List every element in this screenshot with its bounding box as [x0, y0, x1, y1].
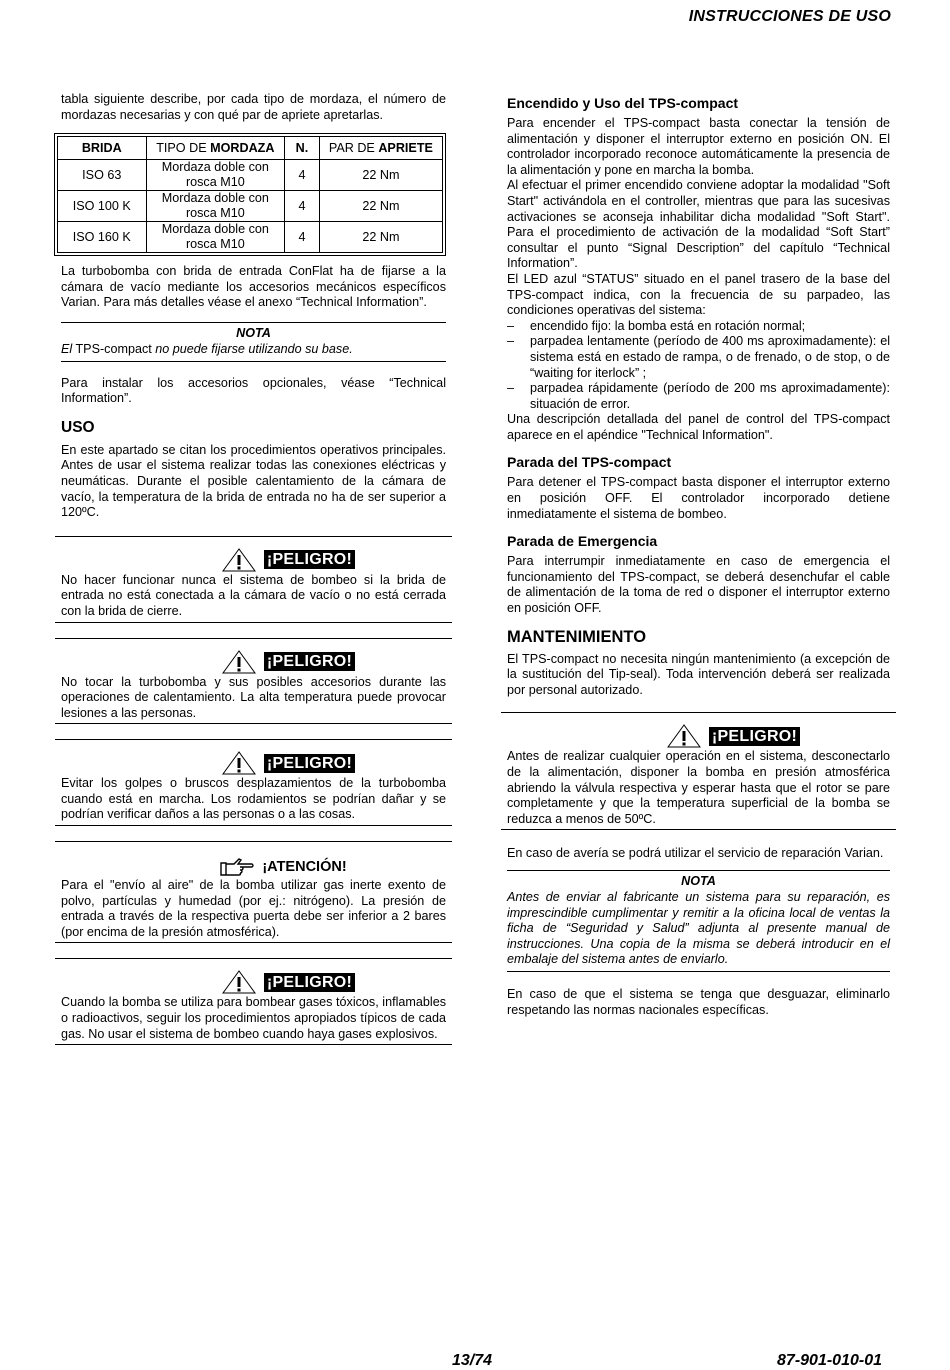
right-column: [507, 95, 890, 1018]
danger-text: Antes de realizar cualquier operación en el sistema, desconectarlo de la alimentación, disponer la bomba en presión atmosférica abriendo la válvula respectiva y esperar hasta que el rotor se pare completamente y que la temperatura superficial de la bomba se reduzca a menos de 50ºC.: [507, 749, 890, 826]
list-item: – parpadea rápidamente (período de 200 ms aproximadamente): situación de error.: [507, 381, 890, 411]
clamp-table: [57, 136, 443, 253]
col-header-par: PAR DE APRIETE: [319, 137, 442, 160]
note-box: [61, 322, 446, 362]
note-text: El TPS-compact no puede fijarse utilizando su base.: [61, 341, 353, 356]
accessories-text: Para instalar los accesorios opcionales, véase “Technical Information”.: [61, 375, 446, 406]
pointing-hand-icon: [220, 857, 254, 877]
led-status-list: [507, 319, 890, 413]
note-title: NOTA: [681, 873, 716, 888]
note-title: NOTA: [236, 325, 271, 340]
danger-text: No tocar la turbobomba y sus posibles accesorios durante las operaciones de calentamiento. La alta temperatura puede provocar lesiones a las personas.: [61, 674, 446, 720]
mantenimiento-text: El TPS-compact no necesita ningún mantenimiento (a excepción de la sustitución del Tip-seal). Toda intervención deberá ser realizada por personal autorizado.: [507, 651, 890, 697]
emergencia-heading: Parada de Emergencia: [507, 533, 658, 550]
danger-block: [55, 739, 452, 826]
averia-text: En caso de avería se podrá utilizar el servicio de reparación Varian.: [507, 846, 884, 861]
attention-block: [55, 841, 452, 943]
danger-text: No hacer funcionar nunca el sistema de bombeo si la brida de entrada no está conectada a la cámara de vacío o no está cerrada con la brida de cierre.: [61, 572, 446, 618]
encendido-paragraph: Para encender el TPS-compact basta conectar la tensión de alimentación y disponer el interruptor externo en posición ON. El controlador incorporado reconoce automáticamente la presencia de la alimentación y pone en marcha la bomba.: [507, 116, 890, 177]
parada-heading: Parada del TPS-compact: [507, 454, 672, 471]
warning-triangle-icon: [222, 970, 256, 994]
col-header-brida: BRIDA: [58, 137, 147, 160]
uso-text: En este apartado se citan los procedimientos operativos principales. Antes de usar el sistema realizar todas las conexiones eléctricas y neumáticas. Durante el posible calentamiento de la cámara de vacío, la temperatura de la brida de entrada no ha de ser superior a 120ºC.: [61, 442, 446, 520]
encendido-heading: Encendido y Uso del TPS-compact: [507, 95, 739, 111]
attention-text: Para el "envío al aire" de la bomba utilizar gas inerte exento de polvo, partículas y humedad (por ej.: nitrógeno). La presión de entrada a través de la respectiva puerta debe ser inferior a 2 bares (por encima de la presión atmosférica).: [61, 878, 446, 939]
cell-n: 4: [285, 191, 320, 222]
danger-block: [55, 536, 452, 623]
danger-block: [501, 712, 896, 830]
page-number: 13/74: [452, 1352, 493, 1369]
warning-triangle-icon: [667, 724, 701, 748]
col-header-n: N.: [285, 137, 320, 160]
table-row: [58, 191, 443, 222]
cell-par: 22 Nm: [319, 160, 442, 191]
cell-tipo: Mordaza doble con rosca M10: [146, 222, 285, 253]
table-row: [58, 160, 443, 191]
header-title: INSTRUCCIONES DE USO: [688, 8, 891, 25]
desguazar-text: En caso de que el sistema se tenga que desguazar, eliminarlo respetando las normas nacionales específicas.: [507, 986, 890, 1017]
cell-brida: ISO 160 K: [58, 222, 147, 253]
document-code: 87-901-010-01: [777, 1352, 882, 1369]
danger-block: [55, 958, 452, 1045]
cell-brida: ISO 63: [58, 160, 147, 191]
list-item: – encendido fijo: la bomba está en rotación normal;: [507, 318, 806, 333]
attention-label: ¡ATENCIÓN!: [262, 859, 347, 876]
note-box: [507, 870, 890, 972]
danger-text: Evitar los golpes o bruscos desplazamientos de la turbobomba cuando está en marcha. Los rodamientos se podrían dañar y se podrían verificar daños a las personas o a las cosas.: [61, 776, 446, 822]
encendido-paragraph: Al efectuar el primer encendido conviene adoptar la modalidad "Soft Start" activándola en el controller, mientras que para las sucesivas activaciones se aconseja inhabilitar dicha modalidad "Soft Start". Para el procedimiento de activación de la modalidad “Soft Start” consultar el punto “Signal Description” del capítulo “Technical Information”.: [507, 178, 890, 271]
emergencia-text: Para interrumpir inmediatamente en caso de emergencia el funcionamiento del TPS-compact, se deberá desenchufar el cable de alimentación de la toma de red o disponer el interruptor externo en posición OFF.: [507, 554, 890, 616]
table-header-row: [58, 137, 443, 160]
cell-par: 22 Nm: [319, 191, 442, 222]
list-item: – parpadea lentamente (período de 400 ms aproximadamente): el sistema está en estado de rampa, o de frenado, o de stop, o de “waiting for iterlock” ;: [507, 334, 890, 380]
clamp-table-frame: [54, 133, 446, 256]
cell-brida: ISO 100 K: [58, 191, 147, 222]
uso-heading: USO: [61, 418, 95, 436]
parada-text: Para detener el TPS-compact basta disponer el interruptor externo en posición OFF. El controlador incorporado detiene inmediatamente el sistema de bombeo.: [507, 475, 890, 521]
warning-triangle-icon: [222, 650, 256, 674]
cell-tipo: Mordaza doble con rosca M10: [146, 191, 285, 222]
danger-label: ¡PELIGRO!: [264, 973, 355, 992]
note-text: Antes de enviar al fabricante un sistema para su reparación, es imprescindible cumplimentar y remitir a la oficina local de ventas la ficha de “Seguridad y Salud” adjunta al presente manual de instrucciones. Una copia de la misma se deberá introducir en el embalaje del sistema antes de enviarlo.: [507, 889, 890, 967]
warning-triangle-icon: [222, 751, 256, 775]
intro-text: tabla siguiente describe, por cada tipo de mordaza, el número de mordazas necesarias y con qué par de apriete apretarlas.: [61, 92, 446, 122]
mantenimiento-heading: MANTENIMIENTO: [507, 627, 647, 646]
danger-block: [55, 638, 452, 725]
warning-triangle-icon: [222, 548, 256, 572]
danger-label: ¡PELIGRO!: [264, 754, 355, 773]
encendido-paragraph: El LED azul “STATUS” situado en el panel trasero de la base del TPS-compact indica, con la frecuencia de su parpadeo, las condiciones operativas del sistema:: [507, 271, 890, 318]
cell-par: 22 Nm: [319, 222, 442, 253]
danger-text: Cuando la bomba se utiliza para bombear gases tóxicos, inflamables o radioactivos, seguir los procedimientos apropiados típicos de cada gas. No usar el sistema de bombeo cuando haya gases explosivos.: [61, 995, 446, 1041]
danger-label: ¡PELIGRO!: [709, 727, 800, 746]
cell-n: 4: [285, 222, 320, 253]
col-header-tipo: TIPO DE MORDAZA: [146, 137, 285, 160]
cell-n: 4: [285, 160, 320, 191]
encendido-paragraph: Una descripción detallada del panel de control del TPS-compact aparece en el apéndice "Technical Information".: [507, 412, 890, 442]
danger-label: ¡PELIGRO!: [264, 550, 355, 569]
cell-tipo: Mordaza doble con rosca M10: [146, 160, 285, 191]
table-row: [58, 222, 443, 253]
left-column: [61, 92, 446, 1045]
danger-label: ¡PELIGRO!: [264, 652, 355, 671]
conflat-text: La turbobomba con brida de entrada ConFlat ha de fijarse a la cámara de vacío mediante los accesorios mecánicos específicos Varian. Para más detalles véase el anexo “Technical Information”.: [61, 264, 446, 310]
